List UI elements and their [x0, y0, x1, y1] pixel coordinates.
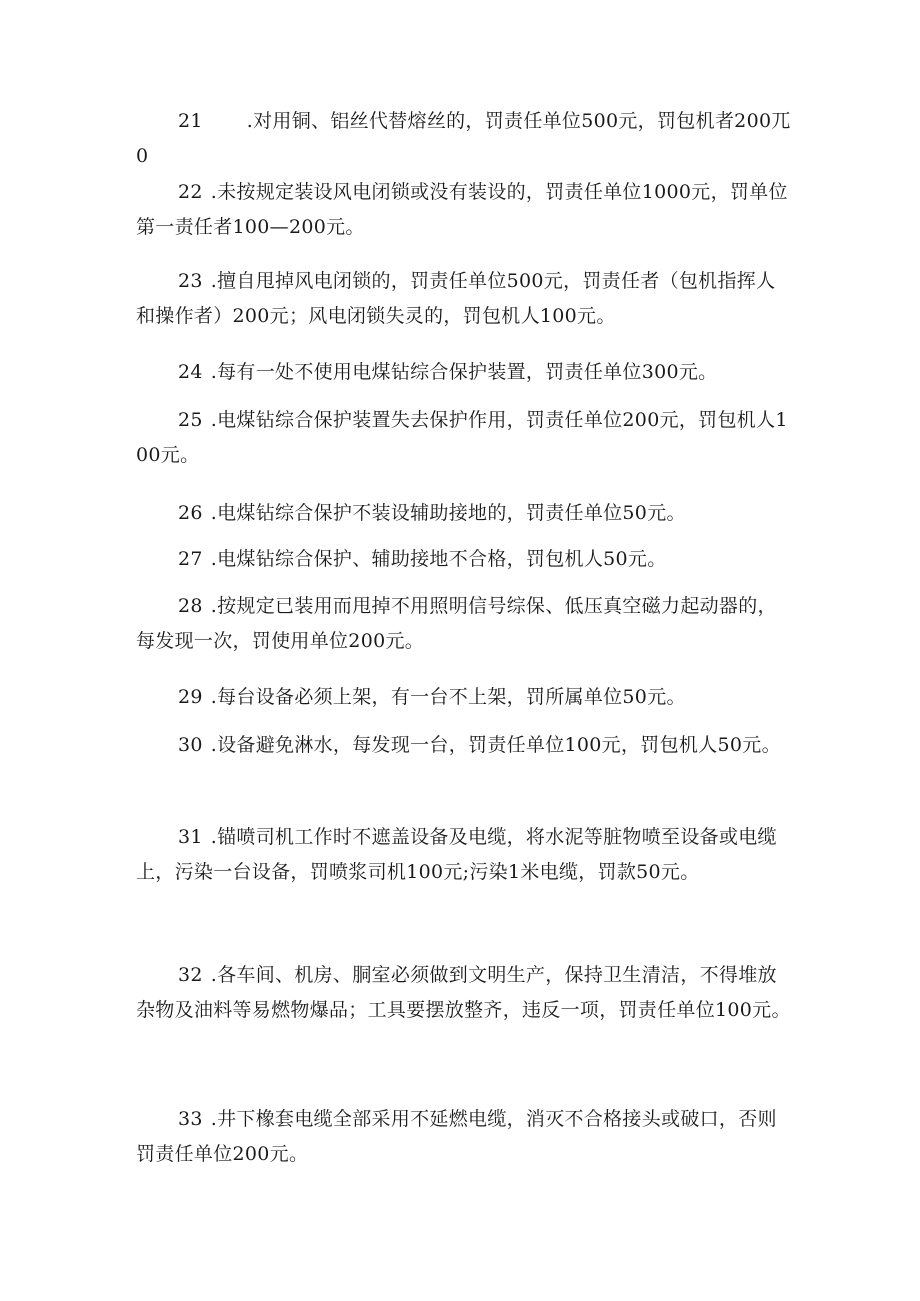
- item-text: .对用铜、铝丝代替熔丝的，罚责任单位500元，罚包机者200兀0: [136, 110, 791, 167]
- rule-item-33: [136, 1102, 792, 1172]
- rule-item-31: [136, 820, 792, 890]
- rule-item-30: [136, 728, 792, 763]
- item-number: 29: [178, 686, 203, 708]
- rule-item-27: [136, 542, 792, 577]
- item-number: 30: [178, 734, 203, 756]
- item-number: 27: [178, 548, 203, 570]
- item-number: 26: [178, 502, 203, 524]
- item-number: 28: [178, 595, 203, 617]
- item-number: 24: [178, 361, 203, 383]
- item-number: 21: [178, 110, 203, 132]
- rule-item-21: [136, 104, 792, 174]
- rule-item-22: [136, 175, 792, 245]
- item-number: 33: [178, 1108, 203, 1130]
- rule-item-24: [136, 355, 792, 390]
- item-text: .按规定已装用而甩掉不用照明信号综保、低压真空磁力起动器的，每发现一次，罚使用单位200元。: [136, 595, 777, 652]
- item-text: .电煤钻综合保护、辅助接地不合格，罚包机人50元。: [210, 548, 667, 570]
- item-text: .锚喷司机工作时不遮盖设备及电缆，将水泥等脏物喷至设备或电缆上，污染一台设备，罚喷浆司机100元;污染1米电缆，罚款50元。: [136, 826, 777, 883]
- item-text: .各车间、机房、胴室必须做到文明生产，保持卫生清洁，不得堆放杂物及油料等易燃物爆品；工具要摆放整齐，违反一项，罚责任单位100元。: [136, 964, 791, 1021]
- rule-item-23: [136, 264, 792, 334]
- item-text: .电煤钻综合保护装置失去保护作用，罚责任单位200元，罚包机人100元。: [136, 409, 788, 466]
- item-number: 22: [178, 181, 203, 203]
- item-number: 25: [178, 409, 203, 431]
- item-text: .未按规定装设风电闭锁或没有装设的，罚责任单位1000元，罚单位第一责任者100—200元。: [136, 181, 788, 238]
- item-text: .擅自甩掉风电闭锁的，罚责任单位500元，罚责任者（包机指挥人和操作者）200元；风电闭锁失灵的，罚包机人100元。: [136, 270, 776, 327]
- rule-item-29: [136, 680, 792, 715]
- rule-item-28: [136, 589, 792, 659]
- item-number: 31: [178, 826, 203, 848]
- item-number: 32: [178, 964, 203, 986]
- item-text: .井下橡套电缆全部采用不延燃电缆，消灭不合格接头或破口，否则罚责任单位200元。: [136, 1108, 777, 1165]
- item-text: .设备避免淋水，每发现一台，罚责任单位100元，罚包机人50元。: [210, 734, 781, 756]
- rule-item-26: [136, 496, 792, 531]
- rule-item-32: [136, 958, 792, 1028]
- rule-item-25: [136, 403, 792, 473]
- item-text: .每有一处不使用电煤钻综合保护装置，罚责任单位300元。: [210, 361, 718, 383]
- item-text: .每台设备必须上架，有一台不上架，罚所属单位50元。: [210, 686, 686, 708]
- item-number: 23: [178, 270, 203, 292]
- item-text: .电煤钻综合保护不装设辅助接地的，罚责任单位50元。: [210, 502, 686, 524]
